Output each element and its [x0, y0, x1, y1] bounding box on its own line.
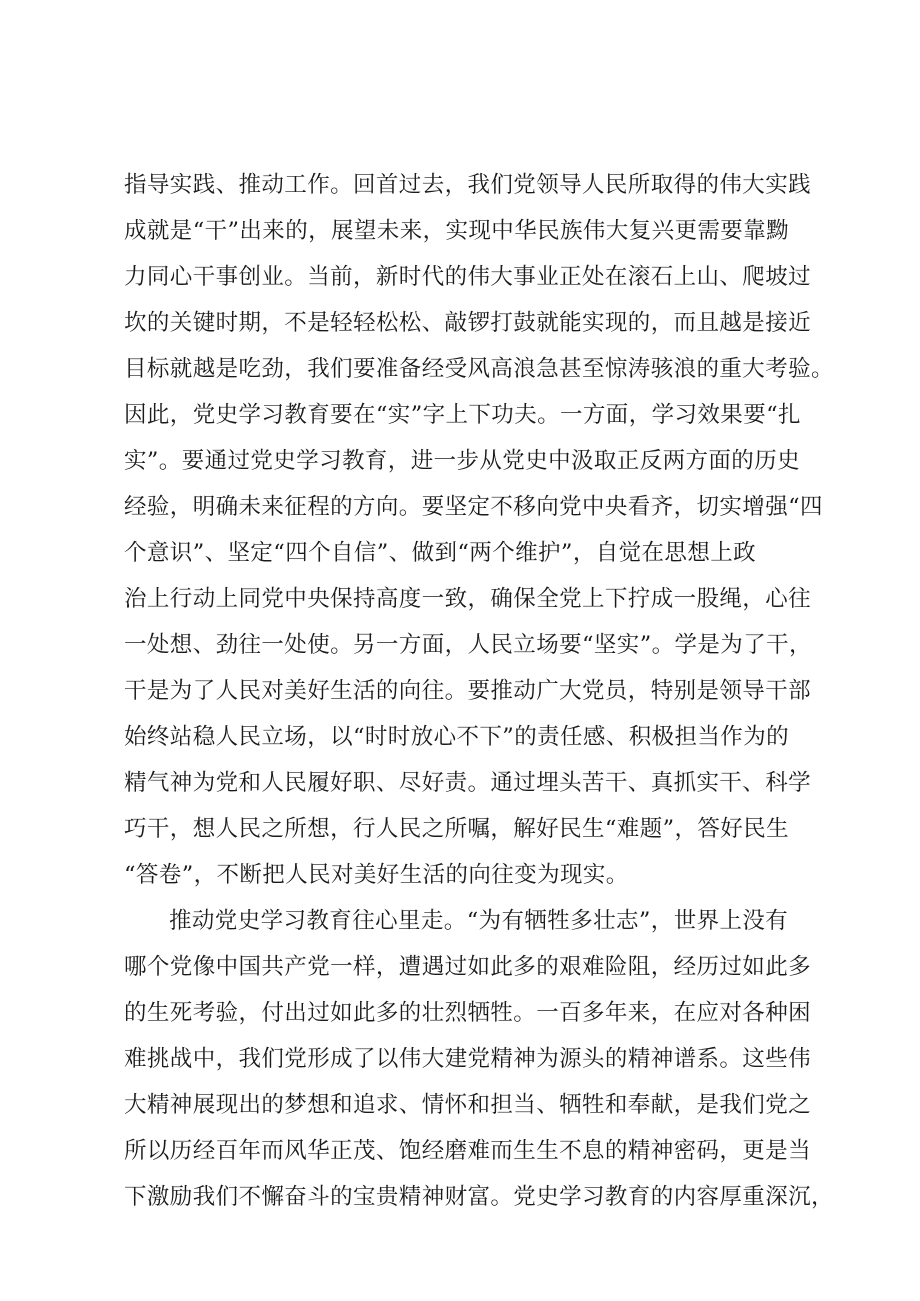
paragraph-line: 个意识”、坚定“四个自信”、做到“两个维护”，自觉在思想上政	[124, 540, 757, 566]
paragraph-line: 大精神展现出的梦想和追求、情怀和担当、牺牲和奉献，是我们党之	[124, 1092, 812, 1118]
paragraph-line: 始终站稳人民立场，以“时时放心不下”的责任感、积极担当作为的	[124, 724, 790, 750]
paragraph-line: 力同心干事创业。当前，新时代的伟大事业正处在滚石上山、爬坡过	[124, 264, 812, 290]
paragraph-line: 目标就越是吃劲，我们要准备经受风高浪急甚至惊涛骇浪的重大考验。	[124, 356, 834, 382]
paragraph-line: 治上行动上同党中央保持高度一致，确保全党上下拧成一股绳，心往	[124, 586, 812, 612]
paragraph-first-line: 推动党史学习教育往心里走。“为有牺牲多壮志”，世界上没有	[169, 908, 789, 934]
paragraph-line: 指导实践、推动工作。回首过去，我们党领导人民所取得的伟大实践	[124, 172, 812, 198]
paragraph-line: 所以历经百年而风华正茂、饱经磨难而生生不息的精神密码，更是当	[124, 1138, 812, 1164]
document-page	[124, 162, 834, 1220]
paragraph-line: 难挑战中，我们党形成了以伟大建党精神为源头的精神谱系。这些伟	[124, 1046, 812, 1072]
paragraph-line: 下激励我们不懈奋斗的宝贵精神财富。党史学习教育的内容厚重深沉，	[124, 1184, 834, 1210]
paragraph-line: 哪个党像中国共产党一样，遭遇过如此多的艰难险阻，经历过如此多	[124, 954, 812, 980]
paragraph-line: “答卷”，不断把人民对美好生活的向往变为现实。	[124, 862, 629, 888]
paragraph-line: 坎的关键时期，不是轻轻松松、敲锣打鼓就能实现的，而且越是接近	[124, 310, 812, 336]
paragraph-line: 因此，党史学习教育要在“实”字上下功夫。一方面，学习效果要“扎	[124, 402, 801, 428]
paragraph-1	[124, 162, 834, 898]
paragraph-line: 一处想、劲往一处使。另一方面，人民立场要“坚实”。学是为了干，	[124, 632, 812, 658]
paragraph-2	[124, 898, 834, 1220]
paragraph-line: 成就是“干”出来的，展望未来，实现中华民族伟大复兴更需要靠黝	[124, 218, 790, 244]
paragraph-line: 经验，明确未来征程的方向。要坚定不移向党中央看齐，切实增强“四	[124, 494, 823, 520]
paragraph-line: 精气神为党和人民履好职、尽好责。通过埋头苦干、真抓实干、科学	[124, 770, 812, 796]
paragraph-line: 实”。要通过党史学习教育，进一步从党史中汲取正反两方面的历史	[124, 448, 801, 474]
paragraph-line: 巧干，想人民之所想，行人民之所嘱，解好民生“难题”，答好民生	[124, 816, 790, 842]
paragraph-line: 的生死考验，付出过如此多的壮烈牺牲。一百多年来，在应对各种困	[124, 1000, 812, 1026]
paragraph-line: 干是为了人民对美好生活的向往。要推动广大党员，特别是领导干部	[124, 678, 812, 704]
